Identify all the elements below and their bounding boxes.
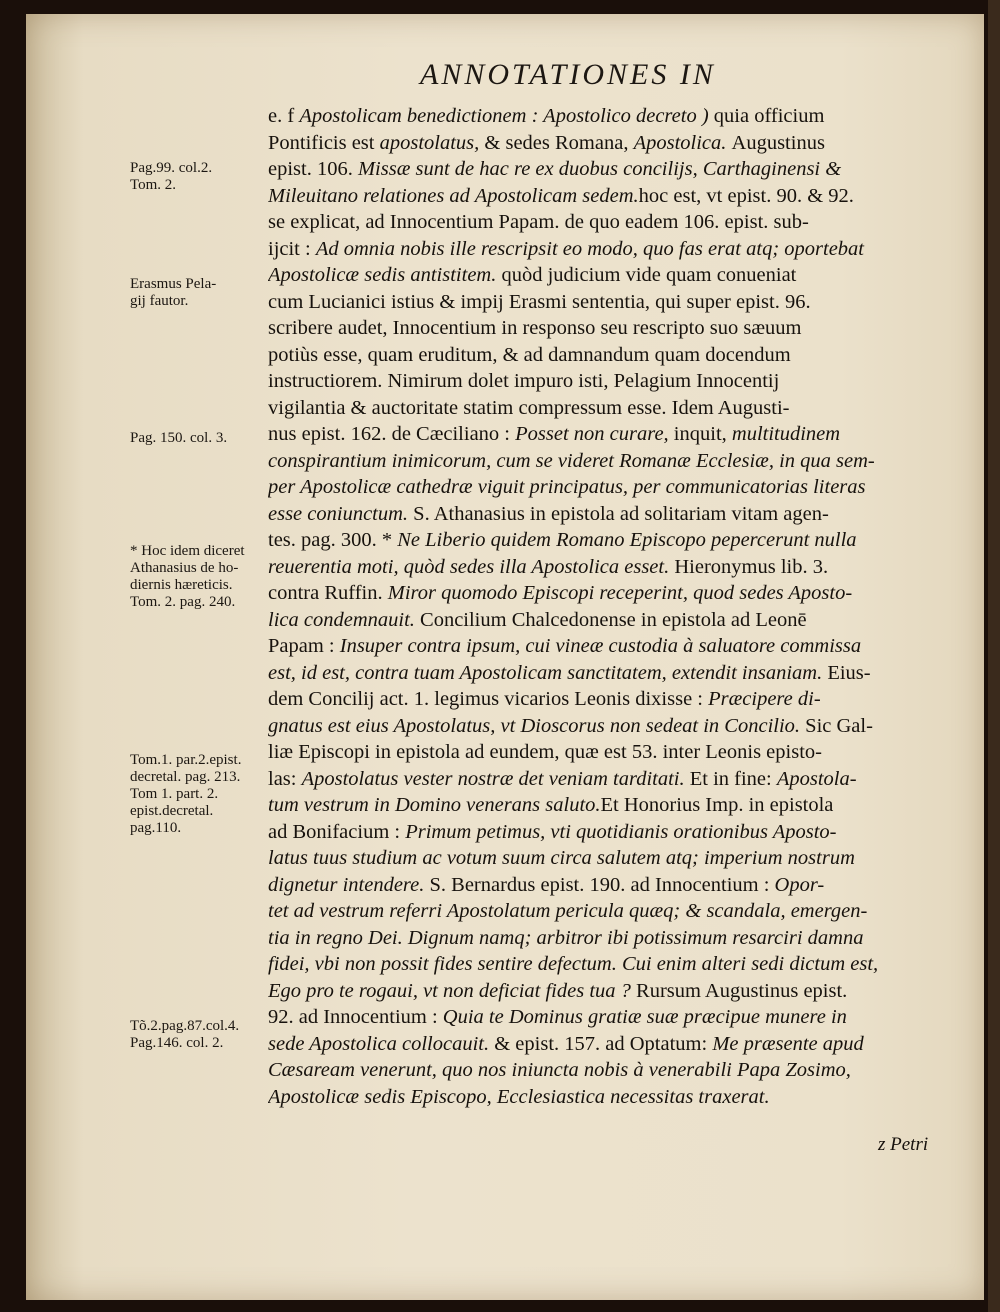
roman-text: Et Honorius Imp. in epistola: [600, 794, 834, 816]
italic-text: Quia te Dominus gratiæ suæ præcipue munere in: [442, 1006, 847, 1028]
text-line: [268, 262, 968, 289]
text-line: [268, 1004, 968, 1031]
text-line: [268, 766, 968, 793]
text-line: [268, 660, 968, 687]
text-line: [268, 501, 968, 528]
text-line: [268, 792, 968, 819]
margin-note-line: decretal. pag. 213.: [130, 769, 241, 785]
margin-note: [130, 276, 280, 310]
roman-text: scribere audet, Innocentium in responso seu rescripto suo sæuum: [268, 317, 802, 339]
text-line: [268, 978, 968, 1005]
italic-text: Ego pro te rogaui, vt non deficiat fides tua ?: [268, 979, 637, 1002]
italic-text: Opor-: [774, 873, 825, 896]
text-line: [268, 421, 968, 448]
main-text: [268, 103, 968, 1110]
italic-text: Apostolicæ sedis antistitem.: [268, 264, 502, 286]
margin-note: [130, 160, 280, 194]
roman-text: S. Bernardus epist. 190. ad Innocentium :: [429, 873, 775, 896]
roman-text: Sic Gal-: [805, 714, 873, 737]
text-line: [268, 554, 968, 581]
roman-text: ad Bonifacium :: [268, 820, 406, 843]
roman-text: inquit,: [673, 423, 732, 445]
margin-note-line: diernis hæreticis.: [130, 577, 233, 593]
roman-text: contra Ruffin.: [268, 582, 388, 604]
margin-note-line: Tom 1. part. 2.: [130, 786, 219, 802]
text-line: [268, 395, 968, 422]
italic-text: Posset non curare,: [515, 423, 674, 445]
text-line: [268, 474, 968, 501]
roman-text: Rursum Augustinus epist.: [636, 979, 848, 1002]
italic-text: Apostolicam benedictionem : Apostolico decreto ): [299, 105, 714, 127]
italic-text: gnatus est eius Apostolatus, vt Dioscorus non sedeat in Concilio.: [268, 714, 806, 737]
page-edge: [988, 0, 1000, 1312]
margin-note-line: epist.decretal.: [130, 803, 214, 819]
italic-text: Primum petimus, vti quotidianis orationibus Aposto-: [405, 820, 837, 843]
text-line: [268, 209, 968, 236]
roman-text: epist. 106.: [268, 158, 358, 180]
italic-text: multitudinem: [731, 423, 841, 445]
italic-text: lica condemnauit.: [268, 608, 421, 631]
margin-note-line: Tom. 2.: [130, 177, 177, 193]
margin-note-line: Erasmus Pela-: [130, 276, 217, 292]
italic-text: tia in regno Dei. Dignum namq; arbitror ibi potissimum resarciri damna: [268, 926, 864, 949]
italic-text: est, id est, contra tuam Apostolicam sanctitatem, extendit insaniam.: [268, 661, 828, 684]
text-line: [268, 289, 968, 316]
italic-text: sede Apostolica collocauit.: [268, 1032, 495, 1055]
text-line: [268, 633, 968, 660]
margin-note: [130, 1018, 280, 1052]
text-line: [268, 819, 968, 846]
roman-text: Augustinus: [731, 131, 825, 154]
italic-text: Miror quomodo Episcopi receperint, quod sedes Aposto-: [387, 582, 853, 604]
margin-note-line: * Hoc idem diceret: [130, 543, 245, 559]
running-title: ANNOTATIONES IN: [420, 58, 716, 91]
italic-text: Ne Liberio quidem Romano Episcopo pepercerunt nulla: [397, 529, 857, 551]
italic-text: Ad omnia nobis ille rescripsit eo modo, quo fas erat atq; oportebat: [315, 237, 864, 260]
italic-text: Apostolicæ sedis Episcopo, Ecclesiastica necessitas traxerat.: [268, 1085, 770, 1108]
italic-text: reuerentia moti, quòd sedes illa Apostolica esset.: [268, 555, 675, 578]
italic-text: tum vestrum in Domino venerans saluto.: [268, 794, 601, 816]
text-line: [268, 130, 968, 157]
text-line: [268, 739, 968, 766]
roman-text: las:: [268, 767, 302, 790]
margin-note: [130, 543, 280, 611]
italic-text: per Apostolicæ cathedræ viguit principatus, per communicatorias literas: [268, 476, 866, 498]
text-line: [268, 315, 968, 342]
margin-note-line: gij fautor.: [130, 293, 189, 309]
text-line: [268, 183, 968, 210]
italic-text: Præcipere di-: [708, 688, 821, 710]
text-line: [268, 686, 968, 713]
margin-note-line: Tom. 2. pag. 240.: [130, 594, 236, 610]
roman-text: vigilantia & auctoritate statim compressum esse. Idem Augusti-: [268, 396, 790, 419]
text-line: [268, 1057, 968, 1084]
margin-note: [130, 430, 280, 447]
roman-text: Pontificis est: [268, 131, 380, 154]
margin-note-line: Tõ.2.pag.87.col.4.: [130, 1018, 240, 1034]
italic-text: tet ad vestrum referri Apostolatum pericula quæq; & scandala, emergen-: [268, 900, 868, 922]
margin-note-line: Athanasius de ho-: [130, 560, 239, 576]
text-line: [268, 898, 968, 925]
roman-text: & sedes Romana,: [484, 131, 634, 154]
roman-text: dem Concilij act. 1. legimus vicarios Leonis dixisse :: [268, 688, 709, 710]
roman-text: cum Lucianici istius & impij Erasmi sententia, qui super epist. 96.: [268, 290, 811, 313]
roman-text: Concilium Chalcedonense in epistola ad Leonē: [420, 608, 807, 631]
roman-text: instructiorem. Nimirum dolet impuro isti, Pelagium Innocentij: [268, 370, 780, 392]
roman-text: Eius-: [827, 661, 871, 684]
roman-text: 92. ad Innocentium :: [268, 1006, 443, 1028]
roman-text: liæ Episcopi in epistola ad eundem, quæ est 53. inter Leonis episto-: [268, 741, 822, 763]
text-line: [268, 1084, 968, 1111]
text-line: [268, 236, 968, 263]
italic-text: Apostolatus vester nostræ det veniam tarditati.: [301, 767, 690, 790]
text-line: [268, 527, 968, 554]
italic-text: Insuper contra ipsum, cui vineæ custodia à saluatore commissa: [339, 635, 862, 657]
roman-text: potiùs esse, quam eruditum, & ad damnandum quam docendum: [268, 343, 791, 366]
italic-text: apostolatus,: [379, 131, 485, 154]
roman-text: tes. pag. 300. *: [268, 529, 398, 551]
text-line: [268, 103, 968, 130]
margin-note: [130, 752, 280, 837]
roman-text: quia officium: [713, 105, 825, 127]
text-line: [268, 607, 968, 634]
italic-text: Mileuitano relationes ad Apostolicam sedem.: [268, 184, 639, 207]
margin-note-line: Pag. 150. col. 3.: [130, 430, 228, 446]
roman-text: e. f: [268, 105, 300, 127]
catchword: z Petri: [878, 1134, 929, 1155]
text-line: [268, 342, 968, 369]
roman-text: hoc est, vt epist. 90. & 92.: [638, 184, 854, 207]
italic-text: Apostola-: [776, 767, 857, 790]
roman-text: quòd judicium vide quam conueniat: [501, 264, 797, 286]
roman-text: Hieronymus lib. 3.: [674, 555, 829, 578]
text-line: [268, 1031, 968, 1058]
italic-text: Missæ sunt de hac re ex duobus concilijs, Carthaginensi &: [357, 158, 842, 180]
roman-text: nus epist. 162. de Cæciliano :: [268, 423, 516, 445]
text-line: [268, 872, 968, 899]
text-line: [268, 713, 968, 740]
margin-note-line: pag.110.: [130, 820, 182, 836]
text-line: [268, 580, 968, 607]
italic-text: latus tuus studium ac votum suum circa salutem atq; imperium nostrum: [268, 847, 855, 869]
roman-text: Et in fine:: [689, 767, 777, 790]
text-line: [268, 845, 968, 872]
italic-text: fidei, vbi non possit fides sentire defectum. Cui enim alteri sedi dictum est,: [268, 953, 879, 975]
text-line: [268, 156, 968, 183]
roman-text: ijcit :: [268, 237, 316, 260]
margin-note-line: Pag.146. col. 2.: [130, 1035, 224, 1051]
text-line: [268, 368, 968, 395]
italic-text: Apostolica.: [633, 131, 732, 154]
text-line: [268, 951, 968, 978]
margin-note-line: Tom.1. par.2.epist.: [130, 752, 242, 768]
italic-text: conspirantium inimicorum, cum se videret Romanæ Ecclesiæ, in qua sem-: [268, 449, 875, 472]
roman-text: & epist. 157. ad Optatum:: [494, 1032, 713, 1055]
roman-text: S. Athanasius in epistola ad solitariam vitam agen-: [413, 502, 829, 525]
margin-note-line: Pag.99. col.2.: [130, 160, 213, 176]
italic-text: esse coniunctum.: [268, 502, 414, 525]
text-line: [268, 448, 968, 475]
roman-text: se explicat, ad Innocentium Papam. de quo eadem 106. epist. sub-: [268, 211, 809, 233]
roman-text: Papam :: [268, 635, 340, 657]
italic-text: dignetur intendere.: [268, 873, 430, 896]
text-line: [268, 925, 968, 952]
italic-text: Cæsaream venerunt, quo nos iniuncta nobis à venerabili Papa Zosimo,: [268, 1059, 851, 1081]
italic-text: Me præsente apud: [712, 1032, 864, 1055]
